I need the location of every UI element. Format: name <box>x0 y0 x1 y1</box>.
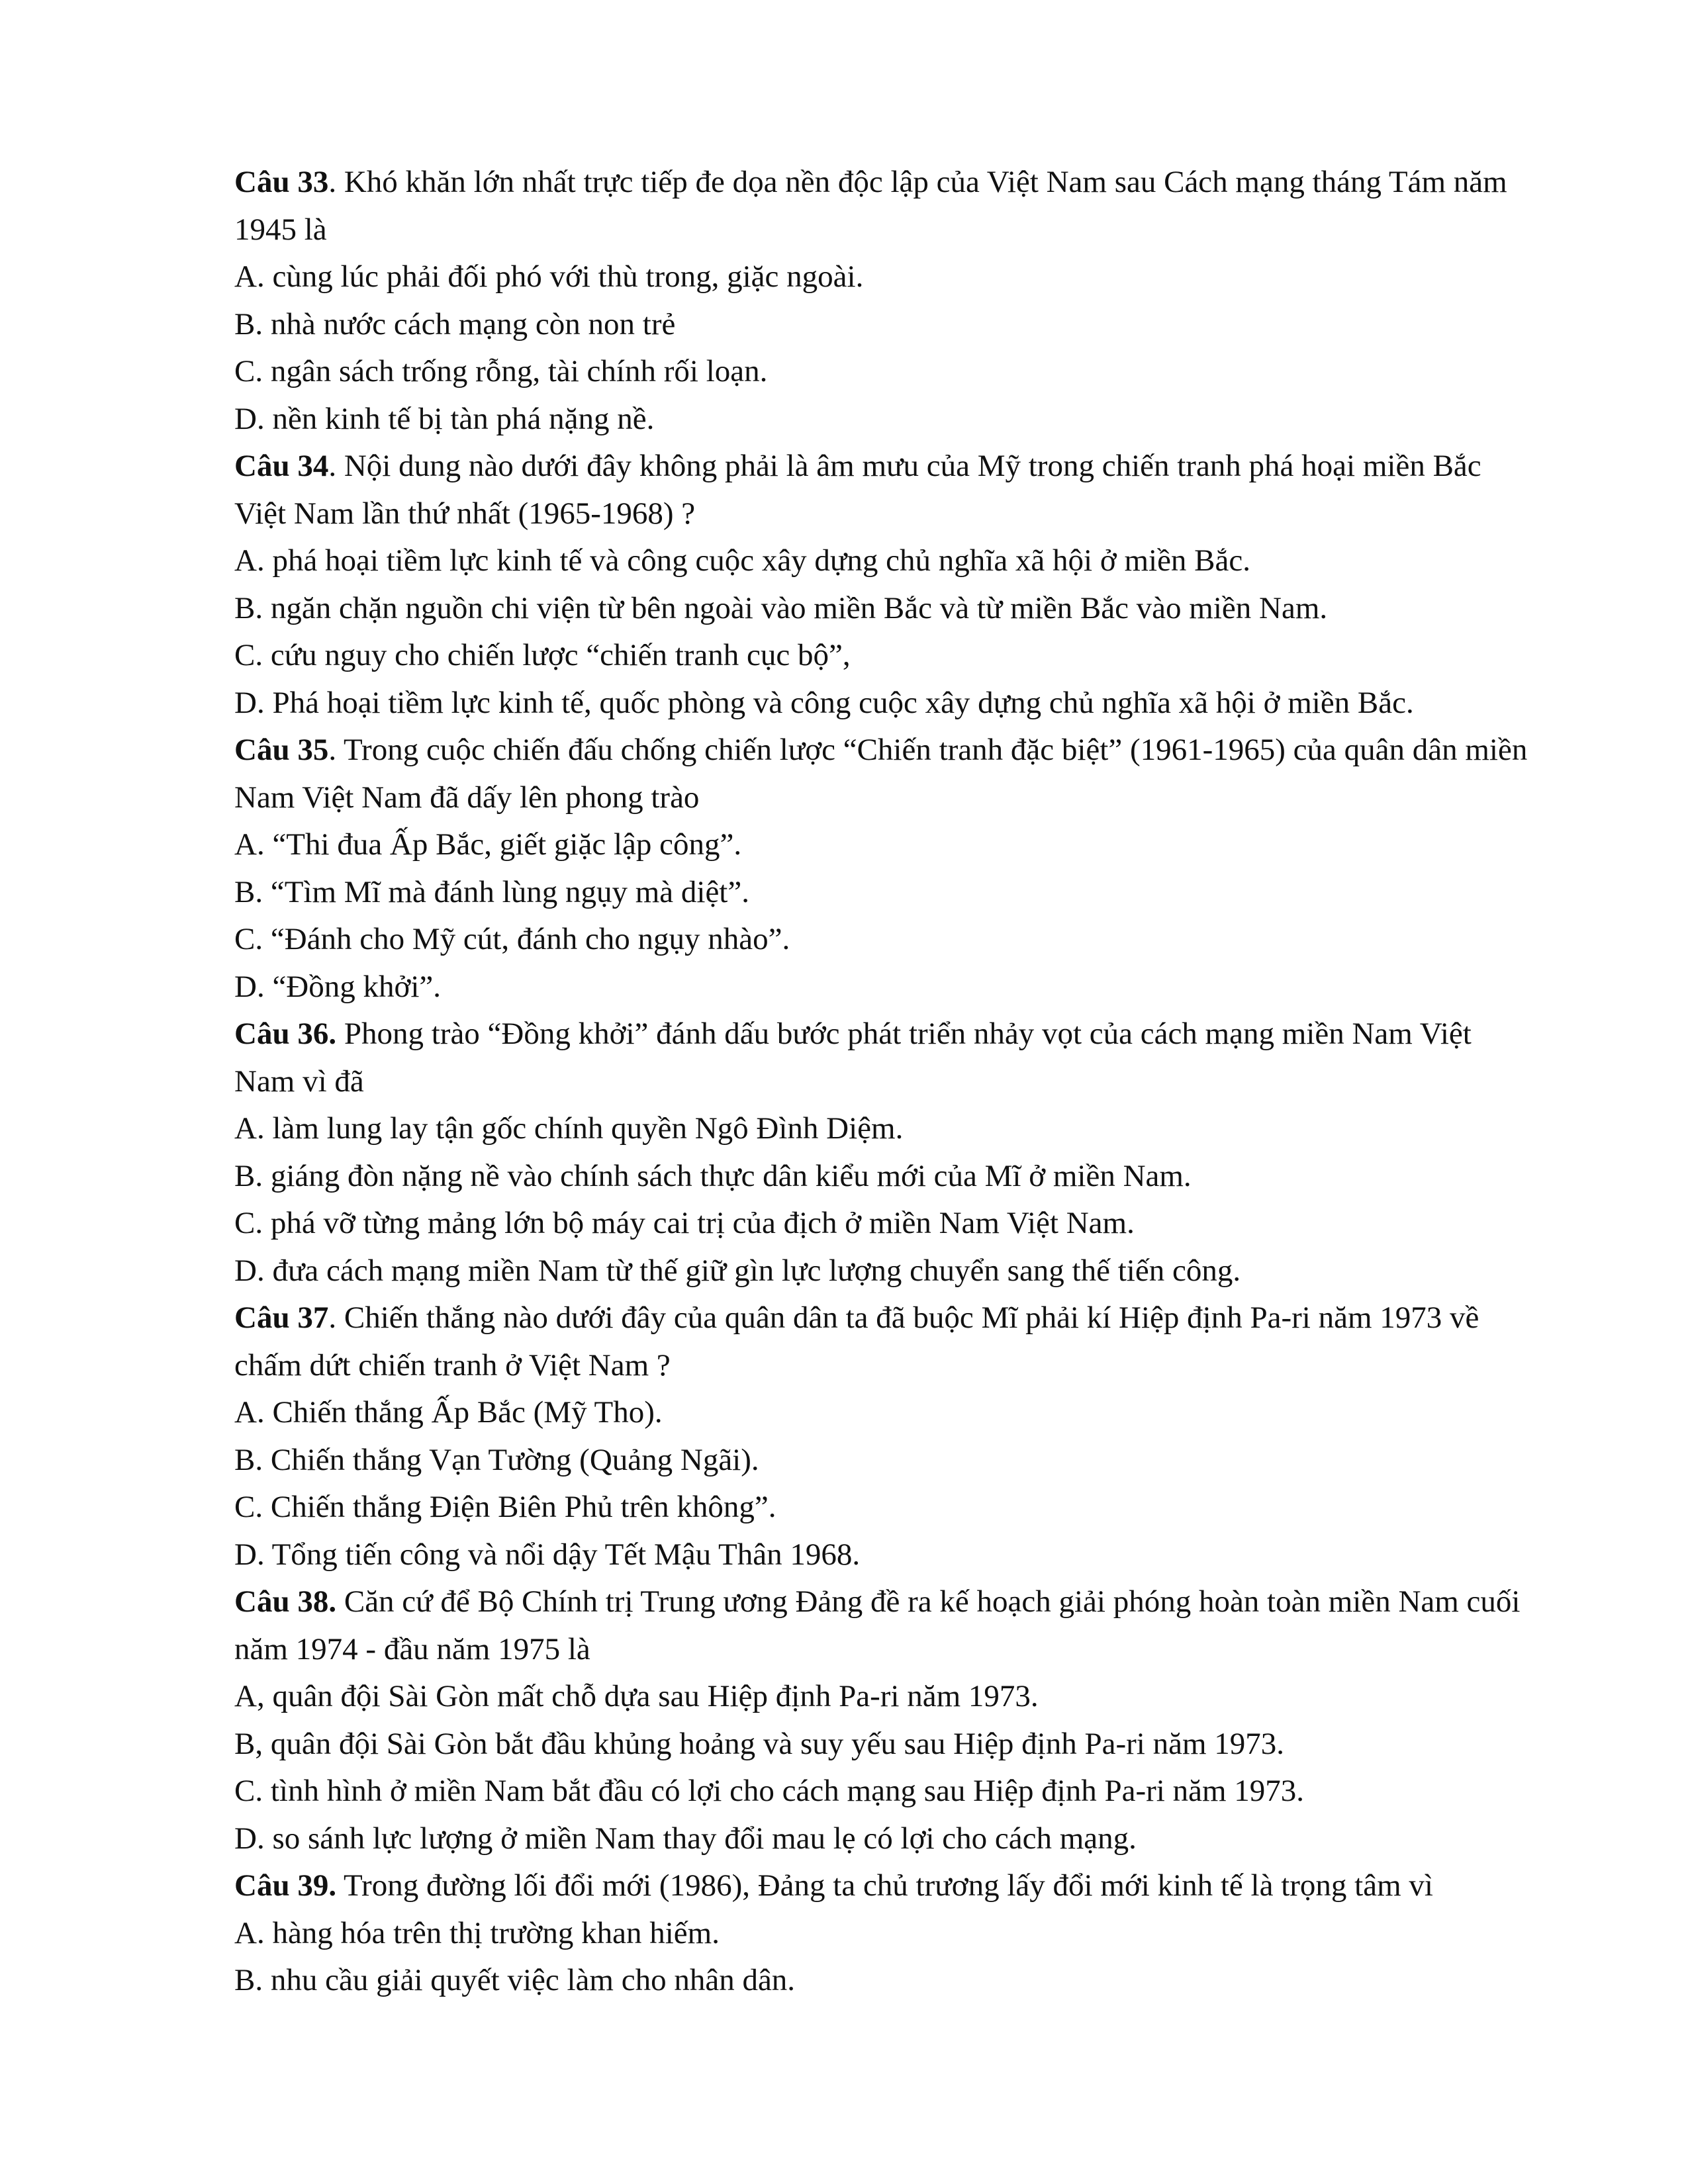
question-text: . Chiến thắng nào dưới đây của quân dân ta đã buộc Mĩ phải kí Hiệp định Pa-ri năm 1973 về chấm dứt chiến tranh ở Việt Nam ? <box>234 1300 1479 1383</box>
question-label: Câu 38. <box>234 1584 337 1619</box>
question-text: . Nội dung nào dưới đây không phải là âm mưu của Mỹ trong chiến tranh phá hoại miền Bắc Việt Nam lần thứ nhất (1965-1968) ? <box>234 449 1481 531</box>
question-label: Câu 39. <box>234 1868 337 1903</box>
document-page <box>234 159 1532 2005</box>
question-label: Câu 37 <box>234 1300 329 1335</box>
answer-option-d: D. so sánh lực lượng ở miền Nam thay đổi mau lẹ có lợi cho cách mạng. <box>234 1821 1137 1856</box>
question-label: Câu 35 <box>234 733 329 767</box>
question-36 <box>234 1011 1532 1295</box>
question-text: Trong đường lối đổi mới (1986), Đảng ta chủ trương lấy đổi mới kinh tế là trọng tâm vì <box>336 1868 1433 1903</box>
question-stem <box>234 443 1532 537</box>
answer-option-a: A. cùng lúc phải đối phó với thù trong, giặc ngoài. <box>234 259 864 294</box>
answer-option-d: D. Tổng tiến công và nổi dậy Tết Mậu Thân 1968. <box>234 1537 861 1572</box>
answer-option-d: D. “Đồng khởi”. <box>234 969 442 1004</box>
question-text: Căn cứ để Bộ Chính trị Trung ương Đảng đề ra kế hoạch giải phóng hoàn toàn miền Nam cuối năm 1974 - đầu năm 1975 là <box>234 1584 1521 1666</box>
answer-option-c: C. Chiến thắng Điện Biên Phủ trên không”. <box>234 1490 776 1524</box>
answer-option-a: A. “Thi đua Ấp Bắc, giết giặc lập công”. <box>234 827 742 862</box>
question-text: . Khó khăn lớn nhất trực tiếp đe dọa nền độc lập của Việt Nam sau Cách mạng tháng Tám năm 1945 là <box>234 165 1507 247</box>
question-stem <box>234 727 1532 821</box>
answer-option-d: D. đưa cách mạng miền Nam từ thế giữ gìn lực lượng chuyển sang thế tiến công. <box>234 1253 1241 1288</box>
answer-option-a: A. Chiến thắng Ấp Bắc (Mỹ Tho). <box>234 1395 663 1430</box>
question-label: Câu 36. <box>234 1017 337 1051</box>
answer-option-b: B. “Tìm Mĩ mà đánh lùng ngụy mà diệt”. <box>234 874 749 909</box>
question-35 <box>234 727 1532 1011</box>
answer-option-c: C. cứu nguy cho chiến lược “chiến tranh cục bộ”, <box>234 638 851 672</box>
question-stem <box>234 1862 1532 1910</box>
answer-option-a: A. hàng hóa trên thị trường khan hiếm. <box>234 1915 720 1950</box>
question-37 <box>234 1295 1532 1578</box>
question-38 <box>234 1578 1532 1862</box>
answer-option-d: D. nền kinh tế bị tàn phá nặng nề. <box>234 401 655 436</box>
question-stem <box>234 1295 1532 1389</box>
question-33 <box>234 159 1532 443</box>
question-text: . Trong cuộc chiến đấu chống chiến lược “Chiến tranh đặc biệt” (1961-1965) của quân dân miền Nam Việt Nam đã dấy lên phong trào <box>234 733 1528 815</box>
answer-option-c: C. “Đánh cho Mỹ cút, đánh cho ngụy nhào”. <box>234 922 790 956</box>
answer-option-a: A, quân đội Sài Gòn mất chỗ dựa sau Hiệp định Pa-ri năm 1973. <box>234 1679 1039 1713</box>
answer-option-b: B. Chiến thắng Vạn Tường (Quảng Ngãi). <box>234 1442 759 1477</box>
answer-option-c: C. tình hình ở miền Nam bắt đầu có lợi cho cách mạng sau Hiệp định Pa-ri năm 1973. <box>234 1774 1305 1808</box>
answer-option-b: B. nhà nước cách mạng còn non trẻ <box>234 306 676 341</box>
answer-option-d: D. Phá hoại tiềm lực kinh tế, quốc phòng và công cuộc xây dựng chủ nghĩa xã hội ở miền Bắc. <box>234 685 1414 720</box>
question-text: Phong trào “Đồng khởi” đánh dấu bước phát triển nhảy vọt của cách mạng miền Nam Việt Nam vì đã <box>234 1017 1472 1099</box>
answer-option-c: C. ngân sách trống rỗng, tài chính rối loạn. <box>234 354 768 388</box>
answer-option-b: B. nhu cầu giải quyết việc làm cho nhân dân. <box>234 1963 796 1997</box>
question-stem <box>234 1578 1532 1673</box>
answer-option-a: A. phá hoại tiềm lực kinh tế và công cuộc xây dựng chủ nghĩa xã hội ở miền Bắc. <box>234 543 1251 578</box>
question-34 <box>234 443 1532 727</box>
answer-option-c: C. phá vỡ từng mảng lớn bộ máy cai trị của địch ở miền Nam Việt Nam. <box>234 1206 1135 1240</box>
question-stem <box>234 1011 1532 1105</box>
answer-option-a: A. làm lung lay tận gốc chính quyền Ngô Đình Diệm. <box>234 1111 904 1146</box>
question-label: Câu 34 <box>234 449 329 483</box>
question-label: Câu 33 <box>234 165 329 199</box>
answer-option-b: B, quân đội Sài Gòn bắt đầu khủng hoảng và suy yếu sau Hiệp định Pa-ri năm 1973. <box>234 1726 1285 1761</box>
question-stem <box>234 159 1532 253</box>
answer-option-b: B. ngăn chặn nguồn chi viện từ bên ngoài vào miền Bắc và từ miền Bắc vào miền Nam. <box>234 590 1328 625</box>
answer-option-b: B. giáng đòn nặng nề vào chính sách thực dân kiểu mới của Mĩ ở miền Nam. <box>234 1158 1192 1193</box>
question-39 <box>234 1862 1532 2005</box>
